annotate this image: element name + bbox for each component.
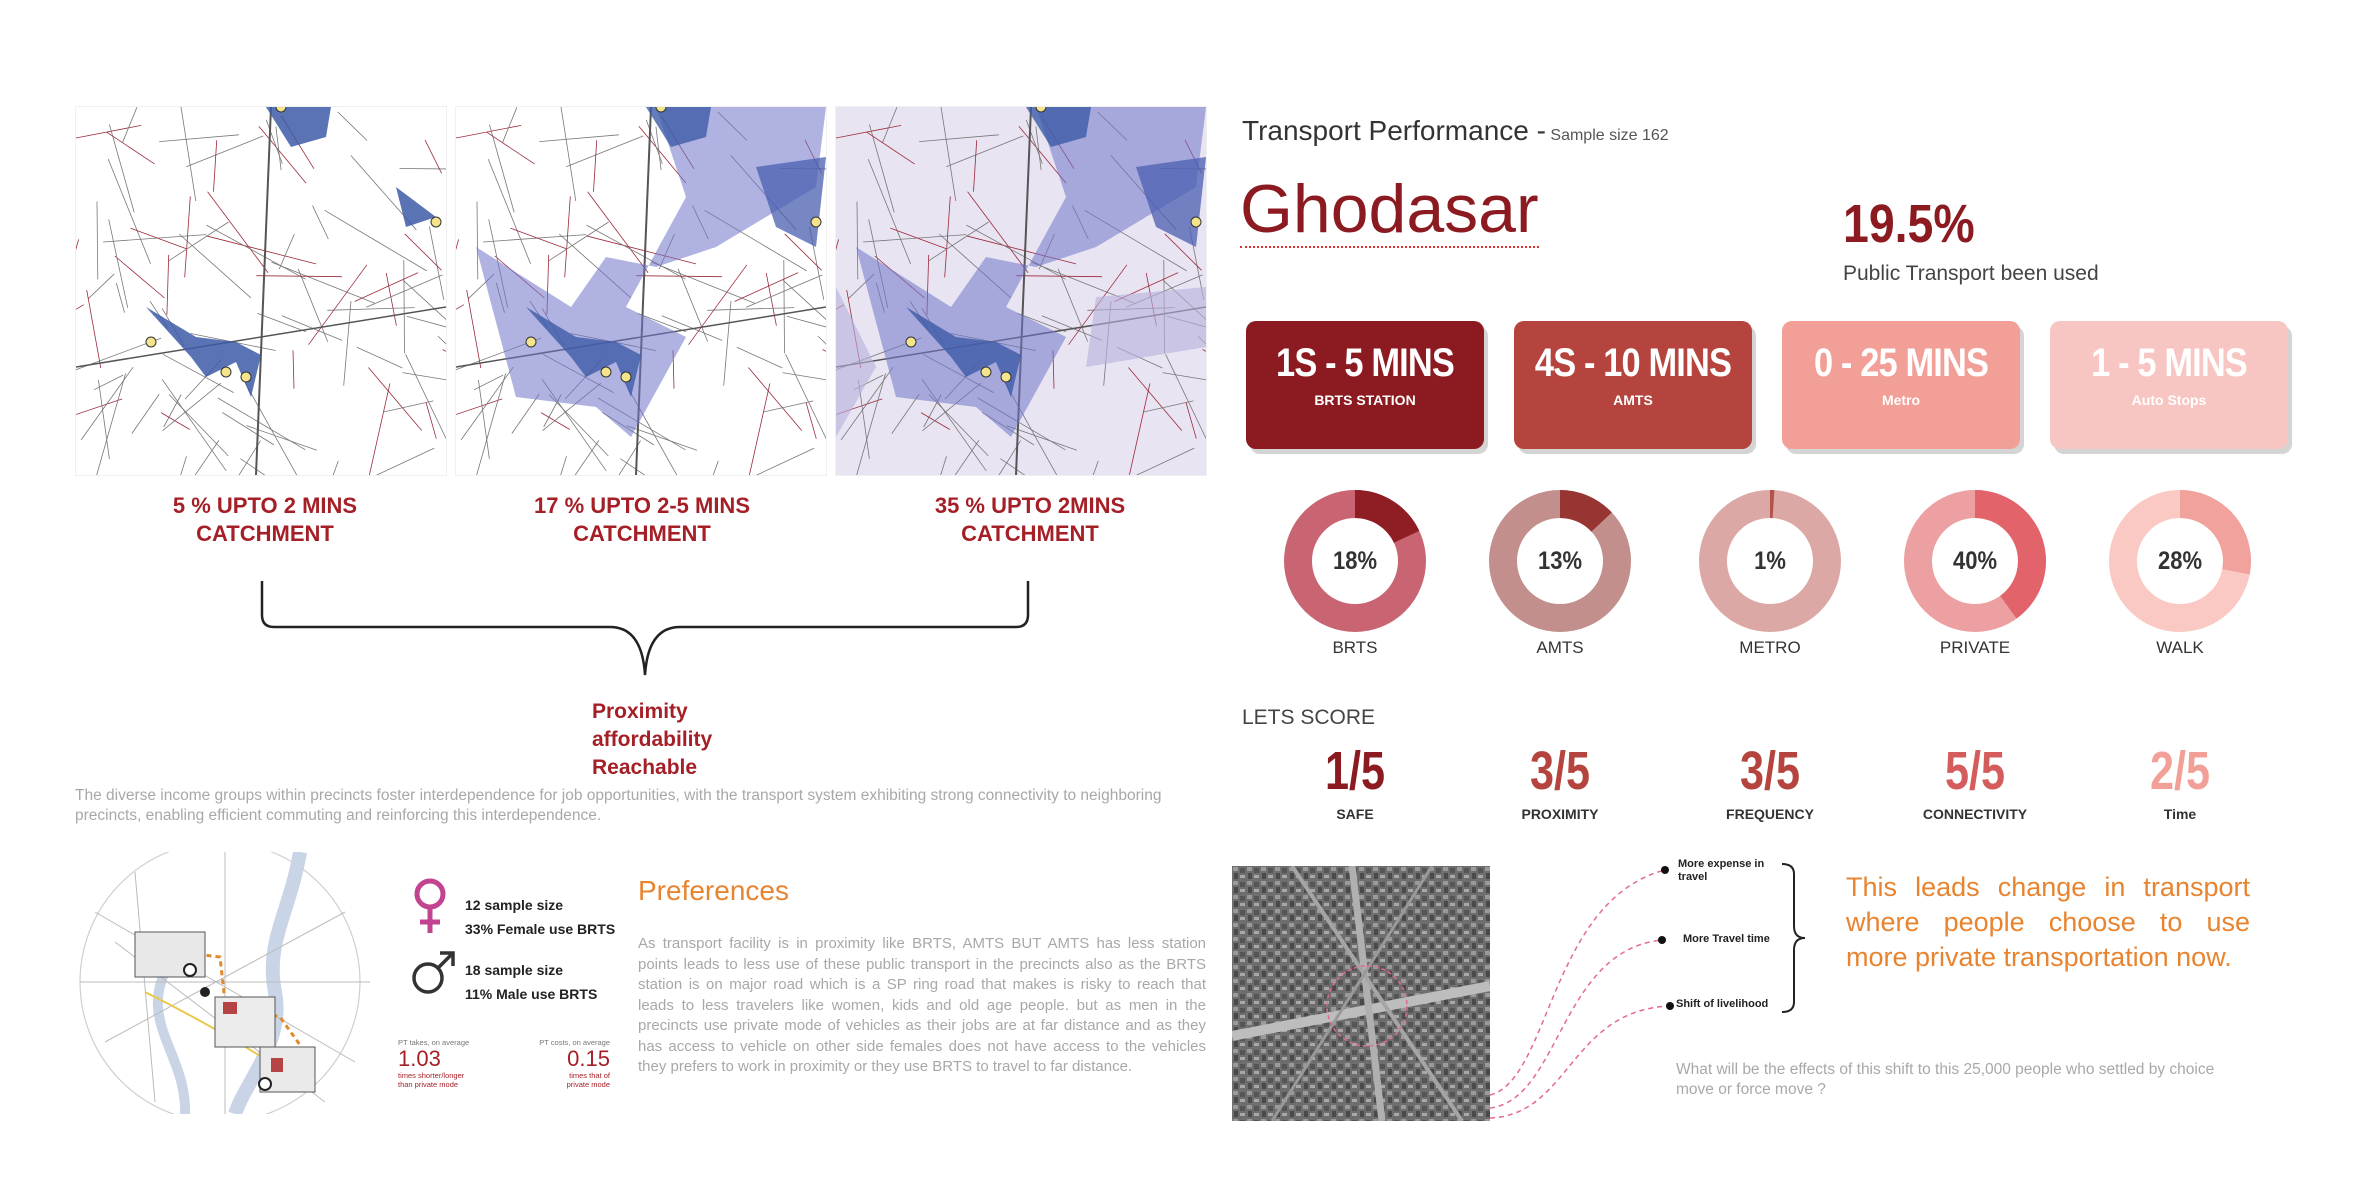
catchment-label-3 — [880, 492, 1180, 548]
time-card-time: 4S - 10 MINS — [1534, 341, 1732, 385]
satellite-image — [1232, 866, 1490, 1121]
catchment-label-1 — [115, 492, 415, 548]
male-share: 11% Male use BRTS — [465, 986, 598, 1002]
score-item — [1489, 740, 1631, 822]
score-name: CONNECTIVITY — [1922, 806, 2028, 822]
time-card — [1514, 321, 1752, 449]
pt-time-caption: PT takes, on average — [398, 1038, 470, 1047]
time-card-mode: Metro — [1881, 392, 1921, 408]
time-card — [1782, 321, 2020, 449]
closing-question: What will be the effects of this shift to this 25,000 people who settled by choice move or force move ? — [1676, 1061, 2215, 1098]
donut-amts — [1489, 490, 1631, 632]
quality-list — [592, 698, 712, 782]
male-icon — [408, 948, 458, 998]
pt-cost-stat — [530, 1038, 610, 1089]
pt-cost-caption: PT costs, on average — [539, 1038, 610, 1047]
catchment-map-2-5min — [455, 106, 827, 476]
quality-affordability: affordability — [592, 728, 713, 751]
pt-time-value: 1.03 — [398, 1046, 441, 1071]
score-value: 1/5 — [1324, 741, 1386, 801]
score-name: PROXIMITY — [1521, 806, 1599, 822]
donut-value: 28% — [2157, 547, 2203, 575]
donut-value: 1% — [1754, 547, 1786, 575]
score-value: 3/5 — [1529, 741, 1591, 801]
conclusion: This leads change in transport where people choose to use more private transportation now. — [1846, 872, 2250, 972]
pt-time-note2: than private mode — [398, 1080, 459, 1089]
donut-value: 40% — [1952, 547, 1998, 575]
quality-reachable: Reachable — [592, 756, 698, 779]
headline-stat-value: 19.5% — [1843, 194, 1975, 254]
effect-livelihood: Shift of livelihood — [1676, 998, 1769, 1010]
time-card-time: 0 - 25 MINS — [1813, 341, 1989, 385]
score-value: 5/5 — [1944, 741, 2006, 801]
effect-travel-time: More Travel time — [1683, 933, 1770, 945]
pt-cost-value: 0.15 — [567, 1046, 610, 1071]
male-stats — [465, 958, 597, 1006]
time-card — [1246, 321, 1484, 449]
score-item — [1284, 740, 1426, 822]
female-share: 33% Female use BRTS — [465, 921, 616, 937]
time-card-time: 1S - 5 MINS — [1276, 341, 1454, 385]
preferences-title: Preferences — [638, 875, 789, 906]
time-card-mode: BRTS STATION — [1314, 392, 1416, 408]
donut-name: AMTS — [1536, 638, 1584, 657]
donut-name: PRIVATE — [1939, 638, 2011, 657]
intro-paragraph: The diverse income groups within precincts foster interdependence for job opportunities, with the transport system exhibiting strong connectivity to neighboring precincts, enabling efficient commuting and reinforcing this interdependence. — [75, 787, 1162, 824]
grouping-brace — [250, 575, 1040, 685]
effect-expense: More expense in travel — [1678, 858, 1765, 883]
catchment-label-2-line2: CATCHMENT — [573, 521, 711, 546]
header-sample: Sample size 162 — [1550, 127, 1669, 144]
donut-name: BRTS — [1332, 638, 1378, 657]
donut-name: METRO — [1739, 638, 1801, 657]
score-title: LETS SCORE — [1242, 706, 1376, 729]
score-item — [1699, 740, 1841, 822]
score-name: SAFE — [1336, 806, 1374, 822]
place-name: Ghodasar — [1240, 171, 1539, 247]
female-stats — [465, 893, 615, 941]
score-item — [2109, 740, 2251, 822]
donut-private — [1904, 490, 2046, 632]
catchment-label-1-line1: 5 % UPTO 2 MINS — [172, 493, 358, 518]
time-card-time: 1 - 5 MINS — [2091, 341, 2247, 385]
catchment-map-2min — [75, 106, 447, 476]
time-card — [2050, 321, 2288, 449]
donut-walk — [2109, 490, 2251, 632]
catchment-label-3-line2: CATCHMENT — [961, 521, 1099, 546]
quality-proximity: Proximity — [592, 700, 688, 723]
pt-cost-note1: times that of — [569, 1071, 610, 1080]
catchment-label-1-line2: CATCHMENT — [196, 521, 334, 546]
pt-cost-note2: private mode — [566, 1080, 610, 1089]
female-sample: 12 sample size — [465, 897, 564, 913]
donut-brts — [1284, 490, 1426, 632]
catchment-map-35pct — [835, 106, 1207, 476]
header-title: Transport Performance - — [1242, 115, 1546, 146]
score-value: 3/5 — [1739, 741, 1801, 801]
score-item — [1904, 740, 2046, 822]
donut-name: WALK — [2156, 638, 2204, 657]
pt-time-note1: times shorter/longer — [398, 1071, 465, 1080]
time-card-mode: AMTS — [1613, 392, 1653, 408]
headline-stat-label: Public Transport been used — [1843, 262, 2099, 285]
header — [1242, 115, 1669, 147]
score-name: Time — [2163, 806, 2197, 822]
pt-time-stat — [398, 1038, 478, 1089]
precinct-map — [75, 852, 375, 1114]
score-value: 2/5 — [2149, 741, 2211, 801]
score-name: FREQUENCY — [1726, 806, 1814, 822]
donut-value: 13% — [1537, 547, 1583, 575]
male-sample: 18 sample size — [465, 962, 564, 978]
catchment-label-2-line1: 17 % UPTO 2-5 MINS — [534, 493, 750, 518]
donut-metro — [1699, 490, 1841, 632]
time-card-mode: Auto Stops — [2131, 392, 2207, 408]
female-icon — [412, 877, 448, 935]
preferences-body: As transport facility is in proximity like BRTS, AMTS BUT AMTS has less station points leads to less use of these public transport in the precincts also as the BRTS station is on major road which is a SP ring road that makes is risky to reach that leads to less travelers like women, kids and old age people. but as men in the precincts use private mode of vehicles as their jobs are at far distance and as they has access to vehicle on other side females does not have access to the vehicles they prefers to work in proximity or they use BRTS to travel to far distance. — [638, 935, 1206, 1075]
catchment-label-2 — [482, 492, 802, 548]
donut-value: 18% — [1332, 547, 1378, 575]
catchment-label-3-line1: 35 % UPTO 2MINS — [934, 493, 1126, 518]
